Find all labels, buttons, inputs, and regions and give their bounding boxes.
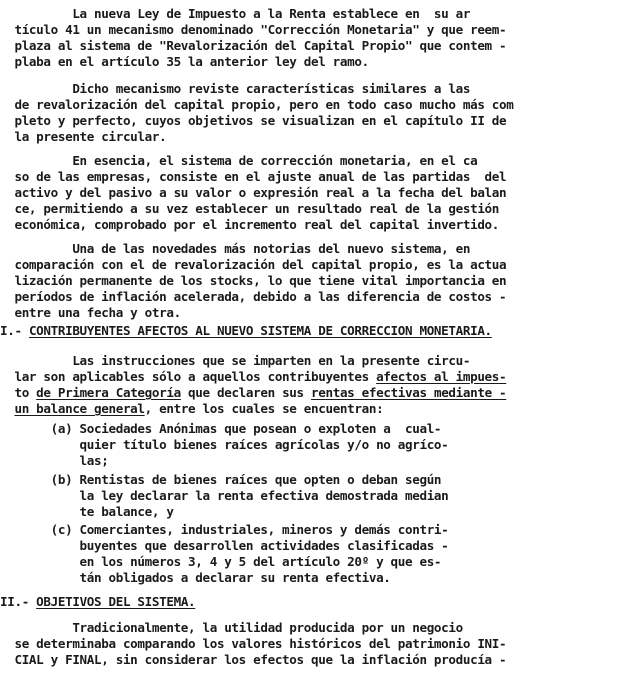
list-item: buyentes que desarrollen actividades clasificadas - <box>0 538 449 553</box>
text-line: de revalorización del capital propio, pero en todo caso mucho más com <box>0 97 514 112</box>
text-segment: to <box>0 385 29 400</box>
section-heading <box>0 323 492 339</box>
text-line <box>0 369 506 385</box>
text-line: Dicho mecanismo reviste características similares a las <box>0 81 471 96</box>
text-line: plaza al sistema de "Revalorización del Capital Propio" que contem - <box>0 38 507 53</box>
text-line: comparación con el de revalorización del capital propio, es la actua <box>0 257 507 272</box>
list-item: las; <box>0 453 109 468</box>
text-line: la presente circular. <box>0 129 167 144</box>
list-item: la ley declarar la renta efectiva demostrada median <box>0 488 449 503</box>
text-line: períodos de inflación acelerada, debido a las diferencia de costos - <box>0 289 507 304</box>
section-number: II.- <box>0 594 29 609</box>
text-segment: , entre los cuales se encuentran: <box>144 401 384 416</box>
text-line: Tradicionalmente, la utilidad producida por un negocio <box>0 620 463 635</box>
list-item: (a) Sociedades Anónimas que posean o exploten a cual- <box>0 421 442 436</box>
text-line: so de las empresas, consiste en el ajuste anual de las partidas del <box>0 169 507 184</box>
text-line <box>0 401 383 417</box>
list-item: (c) Comerciantes, industriales, mineros y demás contri- <box>0 522 449 537</box>
text-line: pleto y perfecto, cuyos objetivos se visualizan en el capítulo II de <box>0 113 507 128</box>
underlined-phrase: afectos al impues- <box>376 369 507 384</box>
text-segment: que declaren sus <box>180 385 304 400</box>
text-line: La nueva Ley de Impuesto a la Renta establece en su ar <box>0 6 471 21</box>
section-title: CONTRIBUYENTES AFECTOS AL NUEVO SISTEMA DE CORRECCION MONETARIA. <box>28 323 492 338</box>
section-heading <box>0 594 195 610</box>
text-line: se determinaba comparando los valores históricos del patrimonio INI- <box>0 636 507 651</box>
text-segment <box>0 401 14 416</box>
text-line: En esencia, el sistema de corrección monetaria, en el ca <box>0 153 478 168</box>
section-title: OBJETIVOS DEL SISTEMA. <box>36 594 196 609</box>
text-line: activo y del pasivo a su valor o expresión real a la fecha del balan <box>0 185 507 200</box>
section-number: I.- <box>0 323 22 338</box>
text-line: entre una fecha y otra. <box>0 305 181 320</box>
list-item: (b) Rentistas de bienes raíces que opten o deban según <box>0 472 442 487</box>
underlined-phrase: de Primera Categoría <box>36 385 181 400</box>
list-item: te balance, y <box>0 504 174 519</box>
list-item: tán obligados a declarar su renta efectiva. <box>0 570 391 585</box>
text-line: CIAL y FINAL, sin considerar los efectos que la inflación producía - <box>0 652 507 667</box>
underlined-phrase: un balance general <box>14 401 145 416</box>
list-item: en los números 3, 4 y 5 del artículo 20º y que es- <box>0 554 442 569</box>
text-line: plaba en el artículo 35 la anterior ley del ramo. <box>0 54 369 69</box>
text-line: económica, comprobado por el incremento real del capital invertido. <box>0 217 500 232</box>
text-line: Una de las novedades más notorias del nuevo sistema, en <box>0 241 471 256</box>
text-line: tículo 41 un mecanismo denominado "Corrección Monetaria" y que reem- <box>0 22 507 37</box>
text-line: ce, permitiendo a su vez establecer un resultado real de la gestión <box>0 201 500 216</box>
text-line: lización permanente de los stocks, lo que tiene vital importancia en <box>0 273 507 288</box>
text-line: Las instrucciones que se imparten en la presente circu- <box>0 353 471 368</box>
text-segment: lar son aplicables sólo a aquellos contribuyentes <box>0 369 369 384</box>
list-item: quier título bienes raíces agrícolas y/o no agríco- <box>0 437 449 452</box>
underlined-phrase: rentas efectivas mediante - <box>311 385 507 400</box>
text-line <box>0 385 506 401</box>
